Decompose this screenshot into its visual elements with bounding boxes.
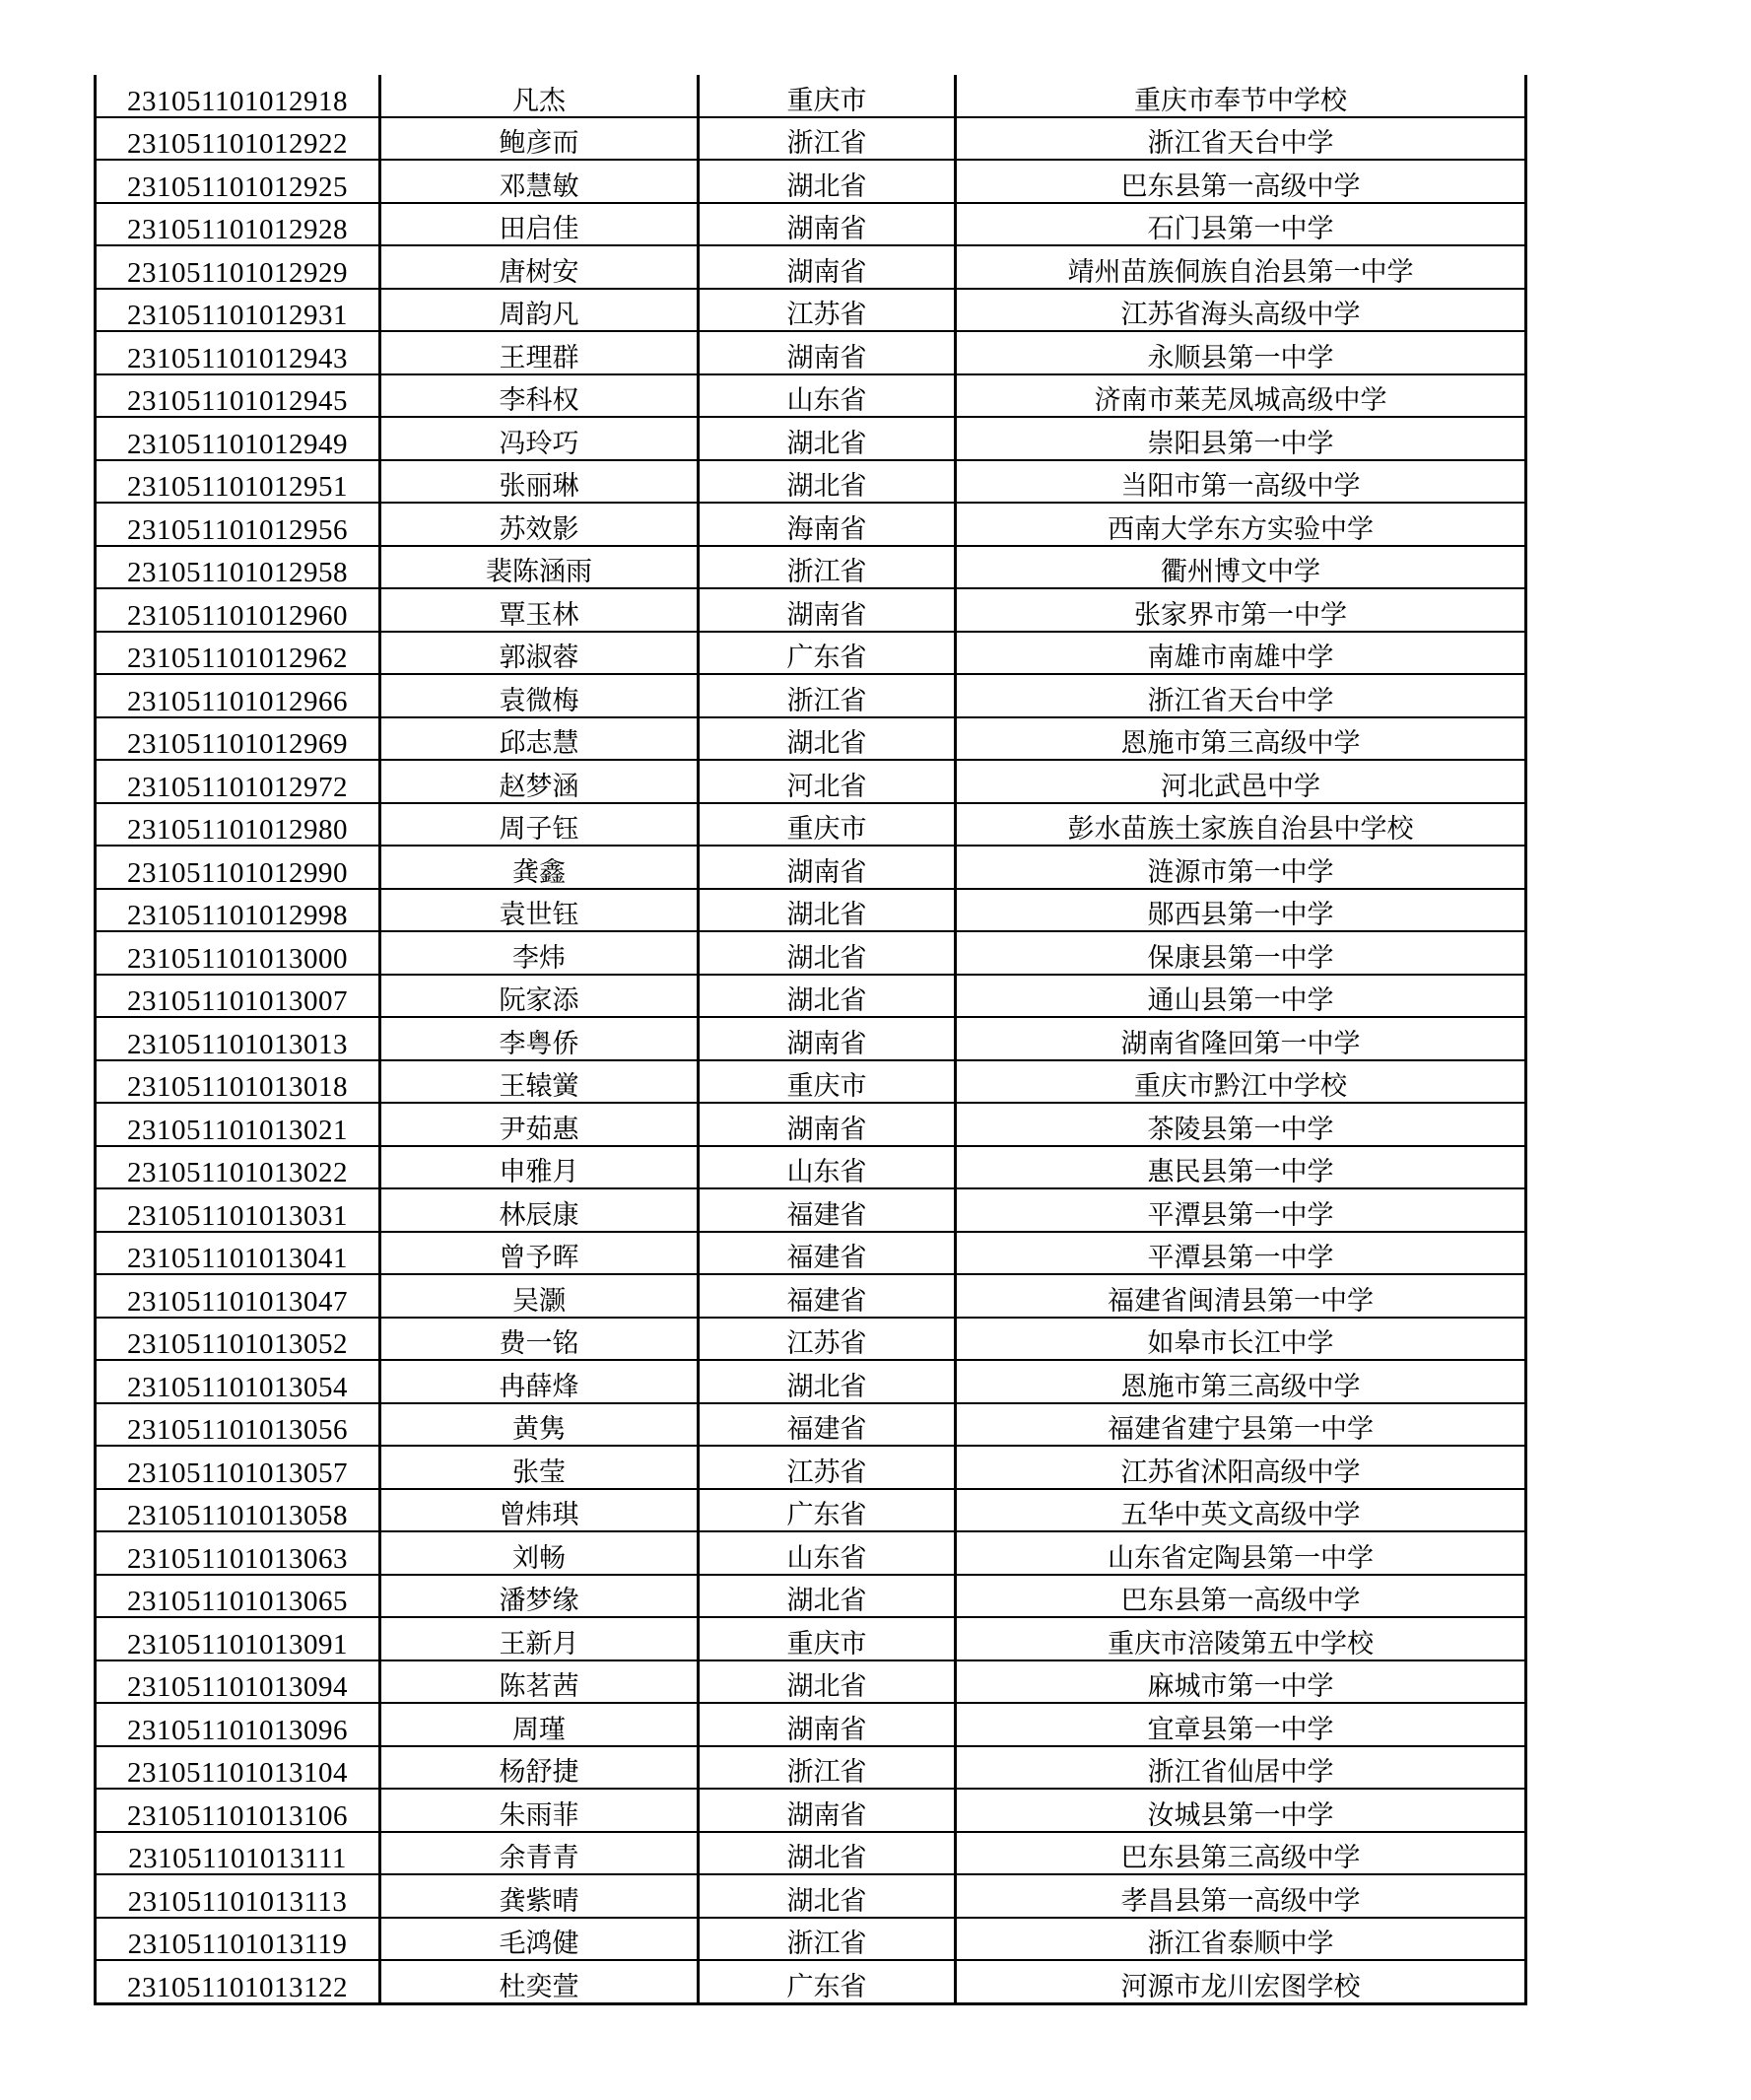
province-cell: 湖北省 (699, 417, 956, 460)
table-row (96, 1274, 1526, 1318)
table-row (96, 975, 1526, 1018)
school-cell: 孝昌县第一高级中学 (956, 1874, 1526, 1918)
table-row (96, 1874, 1526, 1918)
table-row (96, 1531, 1526, 1575)
student-name-cell: 郭淑蓉 (380, 632, 699, 675)
student-name-cell: 邓慧敏 (380, 160, 699, 203)
student-name-cell: 费一铭 (380, 1318, 699, 1361)
table-row (96, 374, 1526, 418)
school-cell: 浙江省泰顺中学 (956, 1918, 1526, 1961)
student-name-cell: 周子钰 (380, 803, 699, 847)
exam-number-cell: 231051101012928 (96, 203, 380, 246)
school-cell: 山东省定陶县第一中学 (956, 1531, 1526, 1575)
student-name-cell: 尹茹惠 (380, 1103, 699, 1146)
student-name-cell: 张莹 (380, 1446, 699, 1489)
school-cell: 恩施市第三高级中学 (956, 717, 1526, 761)
school-cell: 郧西县第一中学 (956, 889, 1526, 932)
exam-number-cell: 231051101013111 (96, 1832, 380, 1875)
school-cell: 浙江省天台中学 (956, 117, 1526, 161)
table-row (96, 1575, 1526, 1618)
province-cell: 湖北省 (699, 1575, 956, 1618)
table-row (96, 846, 1526, 889)
school-cell: 福建省建宁县第一中学 (956, 1403, 1526, 1447)
student-name-cell: 吴灏 (380, 1274, 699, 1318)
province-cell: 浙江省 (699, 117, 956, 161)
school-cell: 西南大学东方实验中学 (956, 503, 1526, 546)
school-cell: 河北武邑中学 (956, 760, 1526, 803)
exam-number-cell: 231051101012962 (96, 632, 380, 675)
table-row (96, 1617, 1526, 1660)
province-cell: 湖北省 (699, 460, 956, 504)
exam-number-cell: 231051101013091 (96, 1617, 380, 1660)
school-cell: 永顺县第一中学 (956, 331, 1526, 374)
student-name-cell: 曾炜琪 (380, 1489, 699, 1532)
table-row (96, 1918, 1526, 1961)
table-row (96, 417, 1526, 460)
exam-number-cell: 231051101012945 (96, 374, 380, 418)
province-cell: 江苏省 (699, 1446, 956, 1489)
exam-number-cell: 231051101012925 (96, 160, 380, 203)
province-cell: 福建省 (699, 1403, 956, 1447)
exam-number-cell: 231051101013056 (96, 1403, 380, 1447)
province-cell: 浙江省 (699, 1918, 956, 1961)
province-cell: 湖北省 (699, 975, 956, 1018)
province-cell: 湖南省 (699, 331, 956, 374)
province-cell: 湖南省 (699, 1789, 956, 1832)
table-row (96, 1188, 1526, 1232)
exam-number-cell: 231051101013106 (96, 1789, 380, 1832)
table-row (96, 331, 1526, 374)
student-name-cell: 李粤侨 (380, 1017, 699, 1060)
school-cell: 靖州苗族侗族自治县第一中学 (956, 245, 1526, 289)
exam-number-cell: 231051101013041 (96, 1232, 380, 1275)
student-name-cell: 袁微梅 (380, 674, 699, 717)
student-name-cell: 张丽琳 (380, 460, 699, 504)
school-cell: 如皋市长江中学 (956, 1318, 1526, 1361)
province-cell: 湖北省 (699, 889, 956, 932)
school-cell: 宜章县第一中学 (956, 1703, 1526, 1746)
school-cell: 麻城市第一中学 (956, 1660, 1526, 1704)
province-cell: 浙江省 (699, 674, 956, 717)
province-cell: 山东省 (699, 374, 956, 418)
student-name-cell: 朱雨菲 (380, 1789, 699, 1832)
exam-number-cell: 231051101013094 (96, 1660, 380, 1704)
province-cell: 重庆市 (699, 1617, 956, 1660)
school-cell: 涟源市第一中学 (956, 846, 1526, 889)
province-cell: 福建省 (699, 1232, 956, 1275)
student-name-cell: 阮家添 (380, 975, 699, 1018)
province-cell: 重庆市 (699, 1060, 956, 1104)
student-name-cell: 林辰康 (380, 1188, 699, 1232)
exam-number-cell: 231051101012960 (96, 588, 380, 632)
province-cell: 江苏省 (699, 1318, 956, 1361)
school-cell: 五华中英文高级中学 (956, 1489, 1526, 1532)
exam-number-cell: 231051101012931 (96, 289, 380, 332)
student-name-cell: 冯玲巧 (380, 417, 699, 460)
table-row (96, 1403, 1526, 1447)
province-cell: 广东省 (699, 1960, 956, 2003)
school-cell: 当阳市第一高级中学 (956, 460, 1526, 504)
exam-number-cell: 231051101012949 (96, 417, 380, 460)
table-row (96, 717, 1526, 761)
student-name-cell: 毛鸿健 (380, 1918, 699, 1961)
table-row (96, 1446, 1526, 1489)
school-cell: 通山县第一中学 (956, 975, 1526, 1018)
table-row (96, 674, 1526, 717)
exam-number-cell: 231051101013021 (96, 1103, 380, 1146)
student-name-cell: 李炜 (380, 931, 699, 975)
table-row (96, 117, 1526, 161)
student-name-cell: 李科权 (380, 374, 699, 418)
province-cell: 江苏省 (699, 289, 956, 332)
province-cell: 浙江省 (699, 546, 956, 589)
student-name-cell: 陈茗茜 (380, 1660, 699, 1704)
exam-number-cell: 231051101012958 (96, 546, 380, 589)
table-row (96, 588, 1526, 632)
exam-number-cell: 231051101012972 (96, 760, 380, 803)
table-row (96, 1360, 1526, 1403)
province-cell: 湖北省 (699, 1874, 956, 1918)
exam-number-cell: 231051101012929 (96, 245, 380, 289)
school-cell: 河源市龙川宏图学校 (956, 1960, 1526, 2003)
province-cell: 广东省 (699, 1489, 956, 1532)
student-name-cell: 周韵凡 (380, 289, 699, 332)
school-cell: 重庆市涪陵第五中学校 (956, 1617, 1526, 1660)
student-name-cell: 龚鑫 (380, 846, 699, 889)
school-cell: 衢州博文中学 (956, 546, 1526, 589)
table-row (96, 1489, 1526, 1532)
province-cell: 福建省 (699, 1274, 956, 1318)
exam-number-cell: 231051101013058 (96, 1489, 380, 1532)
school-cell: 江苏省海头高级中学 (956, 289, 1526, 332)
student-name-cell: 杨舒捷 (380, 1746, 699, 1790)
roster-body (96, 75, 1526, 2003)
exam-number-cell: 231051101013054 (96, 1360, 380, 1403)
exam-number-cell: 231051101013065 (96, 1575, 380, 1618)
student-name-cell: 田启佳 (380, 203, 699, 246)
exam-number-cell: 231051101013122 (96, 1960, 380, 2003)
student-name-cell: 鲍彦而 (380, 117, 699, 161)
student-name-cell: 申雅月 (380, 1146, 699, 1189)
province-cell: 湖南省 (699, 1103, 956, 1146)
student-name-cell: 周瑾 (380, 1703, 699, 1746)
student-name-cell: 苏效影 (380, 503, 699, 546)
province-cell: 湖北省 (699, 1360, 956, 1403)
school-cell: 汝城县第一中学 (956, 1789, 1526, 1832)
school-cell: 福建省闽清县第一中学 (956, 1274, 1526, 1318)
exam-number-cell: 231051101013113 (96, 1874, 380, 1918)
province-cell: 重庆市 (699, 75, 956, 117)
school-cell: 张家界市第一中学 (956, 588, 1526, 632)
table-row (96, 245, 1526, 289)
student-name-cell: 覃玉林 (380, 588, 699, 632)
exam-number-cell: 231051101013047 (96, 1274, 380, 1318)
table-row (96, 1017, 1526, 1060)
exam-number-cell: 231051101013119 (96, 1918, 380, 1961)
exam-number-cell: 231051101012922 (96, 117, 380, 161)
table-row (96, 1703, 1526, 1746)
school-cell: 重庆市奉节中学校 (956, 75, 1526, 117)
school-cell: 保康县第一中学 (956, 931, 1526, 975)
province-cell: 山东省 (699, 1531, 956, 1575)
table-row (96, 75, 1526, 117)
school-cell: 巴东县第一高级中学 (956, 160, 1526, 203)
table-row (96, 1146, 1526, 1189)
student-name-cell: 赵梦涵 (380, 760, 699, 803)
exam-number-cell: 231051101013007 (96, 975, 380, 1018)
province-cell: 重庆市 (699, 803, 956, 847)
student-name-cell: 龚紫晴 (380, 1874, 699, 1918)
province-cell: 福建省 (699, 1188, 956, 1232)
table-row (96, 889, 1526, 932)
province-cell: 广东省 (699, 632, 956, 675)
school-cell: 茶陵县第一中学 (956, 1103, 1526, 1146)
exam-number-cell: 231051101012969 (96, 717, 380, 761)
school-cell: 南雄市南雄中学 (956, 632, 1526, 675)
exam-number-cell: 231051101013104 (96, 1746, 380, 1790)
student-name-cell: 冉薛烽 (380, 1360, 699, 1403)
student-name-cell: 杜奕萱 (380, 1960, 699, 2003)
province-cell: 湖南省 (699, 203, 956, 246)
student-name-cell: 唐树安 (380, 245, 699, 289)
exam-number-cell: 231051101012951 (96, 460, 380, 504)
student-name-cell: 黄隽 (380, 1403, 699, 1447)
table-row (96, 803, 1526, 847)
student-name-cell: 裴陈涵雨 (380, 546, 699, 589)
province-cell: 湖南省 (699, 1017, 956, 1060)
province-cell: 河北省 (699, 760, 956, 803)
roster-table (94, 75, 1527, 2005)
exam-number-cell: 231051101012966 (96, 674, 380, 717)
province-cell: 湖北省 (699, 717, 956, 761)
student-name-cell: 王辕黉 (380, 1060, 699, 1104)
student-name-cell: 刘畅 (380, 1531, 699, 1575)
school-cell: 浙江省仙居中学 (956, 1746, 1526, 1790)
table-row (96, 289, 1526, 332)
province-cell: 海南省 (699, 503, 956, 546)
table-row (96, 546, 1526, 589)
student-name-cell: 潘梦缘 (380, 1575, 699, 1618)
exam-number-cell: 231051101012943 (96, 331, 380, 374)
province-cell: 山东省 (699, 1146, 956, 1189)
province-cell: 湖南省 (699, 1703, 956, 1746)
exam-number-cell: 231051101013013 (96, 1017, 380, 1060)
school-cell: 崇阳县第一中学 (956, 417, 1526, 460)
school-cell: 巴东县第一高级中学 (956, 1575, 1526, 1618)
school-cell: 平潭县第一中学 (956, 1188, 1526, 1232)
school-cell: 彭水苗族土家族自治县中学校 (956, 803, 1526, 847)
table-row (96, 760, 1526, 803)
exam-number-cell: 231051101013096 (96, 1703, 380, 1746)
table-row (96, 1746, 1526, 1790)
table-row (96, 1318, 1526, 1361)
table-row (96, 1103, 1526, 1146)
table-row (96, 1060, 1526, 1104)
province-cell: 湖北省 (699, 1660, 956, 1704)
province-cell: 湖南省 (699, 588, 956, 632)
school-cell: 惠民县第一中学 (956, 1146, 1526, 1189)
province-cell: 湖南省 (699, 846, 956, 889)
table-row (96, 503, 1526, 546)
student-name-cell: 邱志慧 (380, 717, 699, 761)
school-cell: 重庆市黔江中学校 (956, 1060, 1526, 1104)
province-cell: 湖北省 (699, 931, 956, 975)
school-cell: 巴东县第三高级中学 (956, 1832, 1526, 1875)
exam-number-cell: 231051101013022 (96, 1146, 380, 1189)
school-cell: 济南市莱芜凤城高级中学 (956, 374, 1526, 418)
table-row (96, 1789, 1526, 1832)
student-name-cell: 王新月 (380, 1617, 699, 1660)
exam-number-cell: 231051101013018 (96, 1060, 380, 1104)
table-row (96, 460, 1526, 504)
table-row (96, 1660, 1526, 1704)
student-name-cell: 王理群 (380, 331, 699, 374)
table-row (96, 1960, 1526, 2003)
table-row (96, 632, 1526, 675)
table-row (96, 1232, 1526, 1275)
school-cell: 恩施市第三高级中学 (956, 1360, 1526, 1403)
school-cell: 石门县第一中学 (956, 203, 1526, 246)
student-name-cell: 余青青 (380, 1832, 699, 1875)
table-row (96, 203, 1526, 246)
exam-number-cell: 231051101012998 (96, 889, 380, 932)
province-cell: 湖北省 (699, 1832, 956, 1875)
exam-number-cell: 231051101012980 (96, 803, 380, 847)
student-name-cell: 曾予晖 (380, 1232, 699, 1275)
exam-number-cell: 231051101012990 (96, 846, 380, 889)
province-cell: 湖南省 (699, 245, 956, 289)
table-row (96, 931, 1526, 975)
school-cell: 平潭县第一中学 (956, 1232, 1526, 1275)
school-cell: 浙江省天台中学 (956, 674, 1526, 717)
student-name-cell: 凡杰 (380, 75, 699, 117)
province-cell: 湖北省 (699, 160, 956, 203)
exam-number-cell: 231051101013000 (96, 931, 380, 975)
table-row (96, 160, 1526, 203)
school-cell: 湖南省隆回第一中学 (956, 1017, 1526, 1060)
exam-number-cell: 231051101013052 (96, 1318, 380, 1361)
exam-number-cell: 231051101013057 (96, 1446, 380, 1489)
province-cell: 浙江省 (699, 1746, 956, 1790)
table-row (96, 1832, 1526, 1875)
exam-number-cell: 231051101013031 (96, 1188, 380, 1232)
school-cell: 江苏省沭阳高级中学 (956, 1446, 1526, 1489)
exam-number-cell: 231051101012918 (96, 75, 380, 117)
exam-number-cell: 231051101013063 (96, 1531, 380, 1575)
exam-number-cell: 231051101012956 (96, 503, 380, 546)
student-name-cell: 袁世钰 (380, 889, 699, 932)
